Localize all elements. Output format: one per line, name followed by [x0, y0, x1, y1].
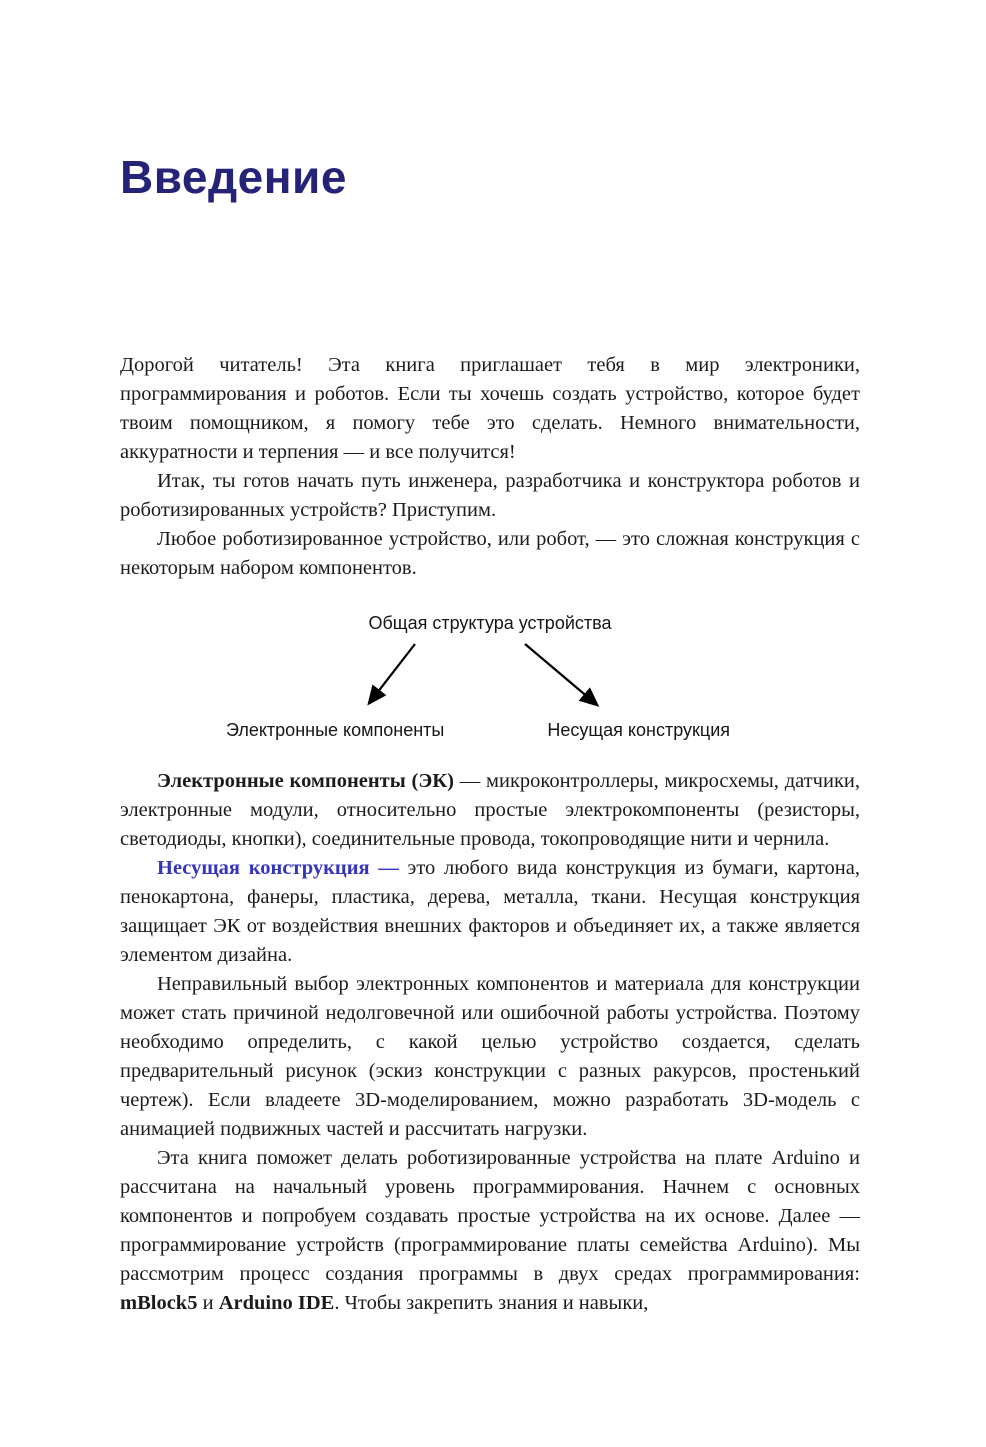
- paragraph-text: Любое роботизированное устройство, или робот, — это сложная конструкция с некоторым набором компонентов.: [120, 527, 860, 579]
- paragraph-bearing-structure: [120, 854, 860, 970]
- paragraph-text: — микроконтроллеры, микросхемы, датчики, электронные модули, относительно простые электрокомпоненты (резисторы, светодиоды, кнопки), соединительные провода, токопроводящие нити и чернила.: [120, 769, 861, 850]
- paragraph-text: Эта книга поможет делать роботизированные устройства на плате Arduino и рассчитана на начальный уровень программирования. Начнем с основных компонентов и попробуем создавать простые устройства на их основе. Далее — программирование устройств (программирование платы семейства Arduino). Мы рассмотрим процесс создания программы в двух средах программирования:: [120, 1146, 860, 1285]
- term-bearing-structure: Несущая конструкция —: [157, 856, 399, 879]
- paragraph-text: Неправильный выбор электронных компонентов и материала для конструкции может стать причиной недолговечной или ошибочной работы устройства. Поэтому необходимо определить, с какой целью устройство создается, сделать предварительный рисунок (эскиз конструкции с разных ракурсов, простенький чертеж). Если владеете 3D-моделированием, можно разработать 3D-модель с анимацией подвижных частей и рассчитать нагрузки.: [120, 972, 860, 1140]
- diagram-label-bearing-structure: Несущая конструкция: [547, 719, 730, 740]
- term-mblock5: mBlock5: [120, 1291, 198, 1314]
- paragraph-text: и: [197, 1291, 219, 1314]
- paragraph-text: Итак, ты готов начать путь инженера, разработчика и конструктора роботов и роботизированных устройств? Приступим.: [120, 469, 860, 521]
- paragraph-text: . Чтобы закрепить знания и навыки,: [334, 1291, 649, 1314]
- paragraph-engineer-path: [120, 467, 860, 525]
- diagram-arrow-left: [370, 644, 415, 702]
- diagram-label-electronic-components: Электронные компоненты: [226, 719, 445, 740]
- term-electronic-components: Электронные компоненты (ЭК): [157, 769, 454, 792]
- chapter-title: Введение: [120, 151, 347, 203]
- paragraph-electronic-components: [120, 767, 860, 854]
- diagram-arrows: [120, 640, 860, 712]
- paragraph-text: это любого вида конструкция из бумаги, картона, пенокартона, фанеры, пластика, дерева, металла, ткани. Несущая конструкция защищает ЭК от воздействия внешних факторов и объединяет их, а также является элементом дизайна.: [120, 856, 860, 966]
- paragraph-wrong-choice: [120, 970, 860, 1144]
- term-arduino-ide: Arduino IDE: [218, 1291, 335, 1314]
- paragraph-book-overview: [120, 1144, 860, 1318]
- diagram-arrow-right: [525, 644, 596, 704]
- diagram-title: Общая структура устройства: [368, 612, 612, 633]
- paragraph-text: Дорогой читатель! Эта книга приглашает тебя в мир электроники, программирования и роботов. Если ты хочешь создать устройство, которое будет твоим помощником, я помогу тебе это сделать. Немного внимательности, аккуратности и терпения — и все получится!: [120, 353, 860, 463]
- device-structure-diagram: [120, 609, 860, 745]
- paragraph-intro: [120, 351, 860, 467]
- paragraph-robot-definition: [120, 525, 860, 583]
- diagram-labels: [120, 716, 860, 745]
- body-text: [120, 351, 860, 1318]
